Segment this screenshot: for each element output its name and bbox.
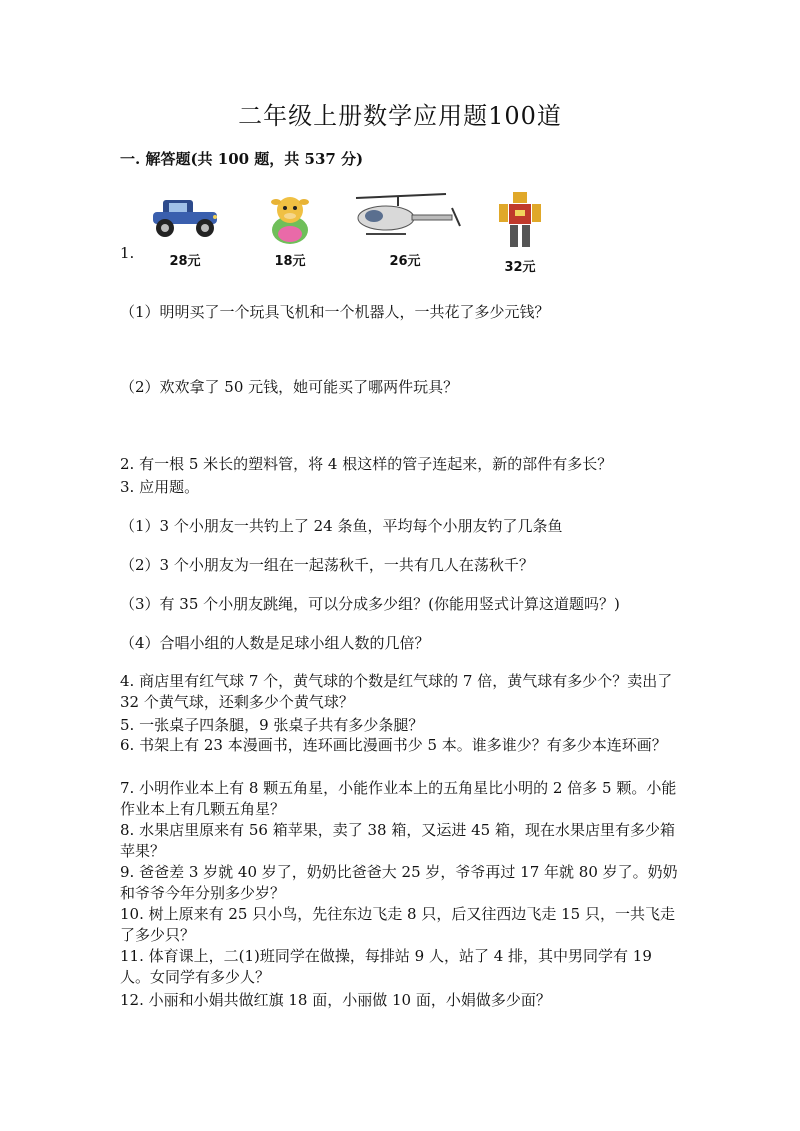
question-7: 7. 小明作业本上有 8 颗五角星，小能作业本上的五角星比小明的 2 倍多 5 颗。小能作业本上有几颗五角星？: [120, 779, 677, 818]
toy-robot: [475, 190, 565, 280]
question-3-part-1: （1）3 个小朋友一共钓上了 24 条鱼，平均每个小朋友钓了几条鱼: [120, 517, 563, 535]
toy-helicopter-icon: [346, 190, 464, 244]
toy-robot-icon: [495, 190, 545, 250]
question-4: 4. 商店里有红气球 7 个，黄气球的个数是红气球的 7 倍，黄气球有多少个？卖出了 32 个黄气球，还剩多少个黄气球？: [120, 672, 673, 711]
question-1-part-1: （1）明明买了一个玩具飞机和一个机器人，一共花了多少元钱？: [120, 303, 550, 321]
question-5: 5. 一张桌子四条腿，9 张桌子共有多少条腿？: [120, 716, 424, 734]
toy-robot-price: 32元: [504, 260, 536, 275]
toy-car-price: 28元: [169, 254, 201, 269]
question-6: 6. 书架上有 23 本漫画书，连环画比漫画书少 5 本。谁多谁少？有多少本连环画？: [120, 736, 667, 754]
toy-car-icon: [145, 190, 225, 242]
question-11: 11. 体育课上，二(1)班同学在做操，每排站 9 人，站了 4 排，其中男同学有 19 人。女同学有多少人？: [120, 947, 652, 986]
question-2: 2. 有一根 5 米长的塑料管，将 4 根这样的管子连起来，新的部件有多长？: [120, 455, 613, 473]
question-3-part-2: （2）3 个小朋友为一组在一起荡秋千，一共有几人在荡秋千？: [120, 556, 534, 574]
question-10: 10. 树上原来有 25 只小鸟，先往东边飞走 8 只，后又往西边飞走 15 只，一共飞走了多少只？: [120, 905, 675, 944]
question-12: 12. 小丽和小娟共做红旗 18 面，小丽做 10 面，小娟做多少面？: [120, 991, 551, 1009]
question-3-part-4: （4）合唱小组的人数是足球小组人数的几倍？: [120, 634, 430, 652]
toy-cow-icon: [260, 190, 320, 248]
toy-cow: [245, 190, 335, 280]
toy-car: [140, 190, 230, 280]
toy-cow-price: 18元: [274, 254, 306, 269]
question-3: 3. 应用题。: [120, 478, 200, 496]
toy-price-figure: [140, 190, 560, 280]
question-8: 8. 水果店里原来有 56 箱苹果，卖了 38 箱，又运进 45 箱，现在水果店里有多少箱苹果？: [120, 821, 675, 860]
question-1-number: 1.: [120, 244, 135, 262]
toy-helicopter: [345, 190, 465, 280]
question-1-part-2: （2）欢欢拿了 50 元钱，她可能买了哪两件玩具？: [120, 378, 459, 396]
question-9: 9. 爸爸差 3 岁就 40 岁了，奶奶比爸爸大 25 岁，爷爷再过 17 年就 80 岁了。奶奶和爷爷今年分别多少岁？: [120, 863, 678, 902]
toy-helicopter-price: 26元: [389, 254, 421, 269]
page-title: 二年级上册数学应用题100道: [238, 102, 562, 130]
question-3-part-3: （3）有 35 个小朋友跳绳，可以分成多少组？(你能用竖式计算这道题吗？): [120, 595, 620, 613]
section-heading: 一. 解答题(共 100 题，共 537 分): [120, 150, 364, 168]
